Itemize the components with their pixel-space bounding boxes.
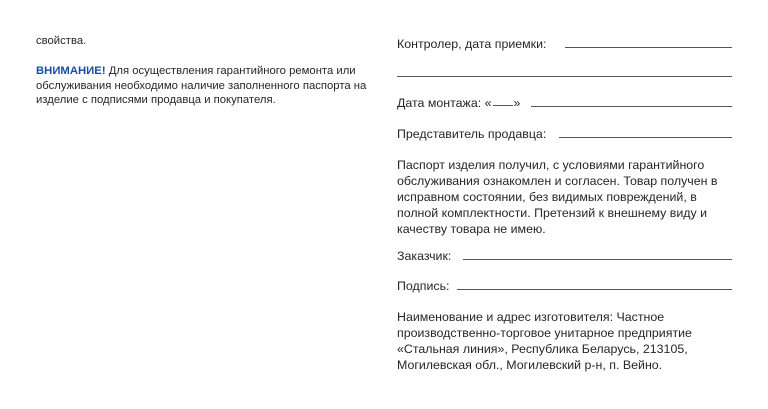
warning-text: Для осуществления гарантийного ремонта или обслуживания необходимо наличие заполненного паспорта на изделие с подписями продавца и покупателя. <box>36 65 367 107</box>
intro-text: свойства. <box>36 35 87 47</box>
inspector-field-extra[interactable] <box>397 76 732 77</box>
inspector-label: Контролер, дата приемки: <box>397 37 547 51</box>
manufacturer-info: Наименование и адрес изготовителя: Частное производственно-торговое унитарное предприятие «Стальная линия», Республика Беларусь, 213105, Могилевская обл., Могилевский р-н, п. Вейно. <box>397 310 692 372</box>
customer-label: Заказчик: <box>397 249 452 263</box>
install-date-field[interactable] <box>531 106 732 107</box>
signature-label: Подпись: <box>397 279 450 293</box>
install-day-field[interactable] <box>493 105 513 106</box>
signature-field[interactable] <box>457 289 732 290</box>
seller-rep-field[interactable] <box>559 137 732 138</box>
warning-note <box>36 64 381 107</box>
warning-label: ВНИМАНИЕ! <box>36 65 106 78</box>
seller-rep-label: Представитель продавца: <box>397 127 547 141</box>
customer-field[interactable] <box>463 259 732 260</box>
install-date-label: Дата монтажа: « » <box>397 96 521 110</box>
left-column <box>36 34 381 108</box>
inspector-field[interactable] <box>565 47 732 48</box>
acknowledgement-text: Паспорт изделия получил, с условиями гарантийного обслуживания ознакомлен и согласен. Товар получен в исправном состоянии, без видимых повреждений, в полной комплектности. Претензий к внешнему виду и качеству товара не имею. <box>397 158 718 236</box>
